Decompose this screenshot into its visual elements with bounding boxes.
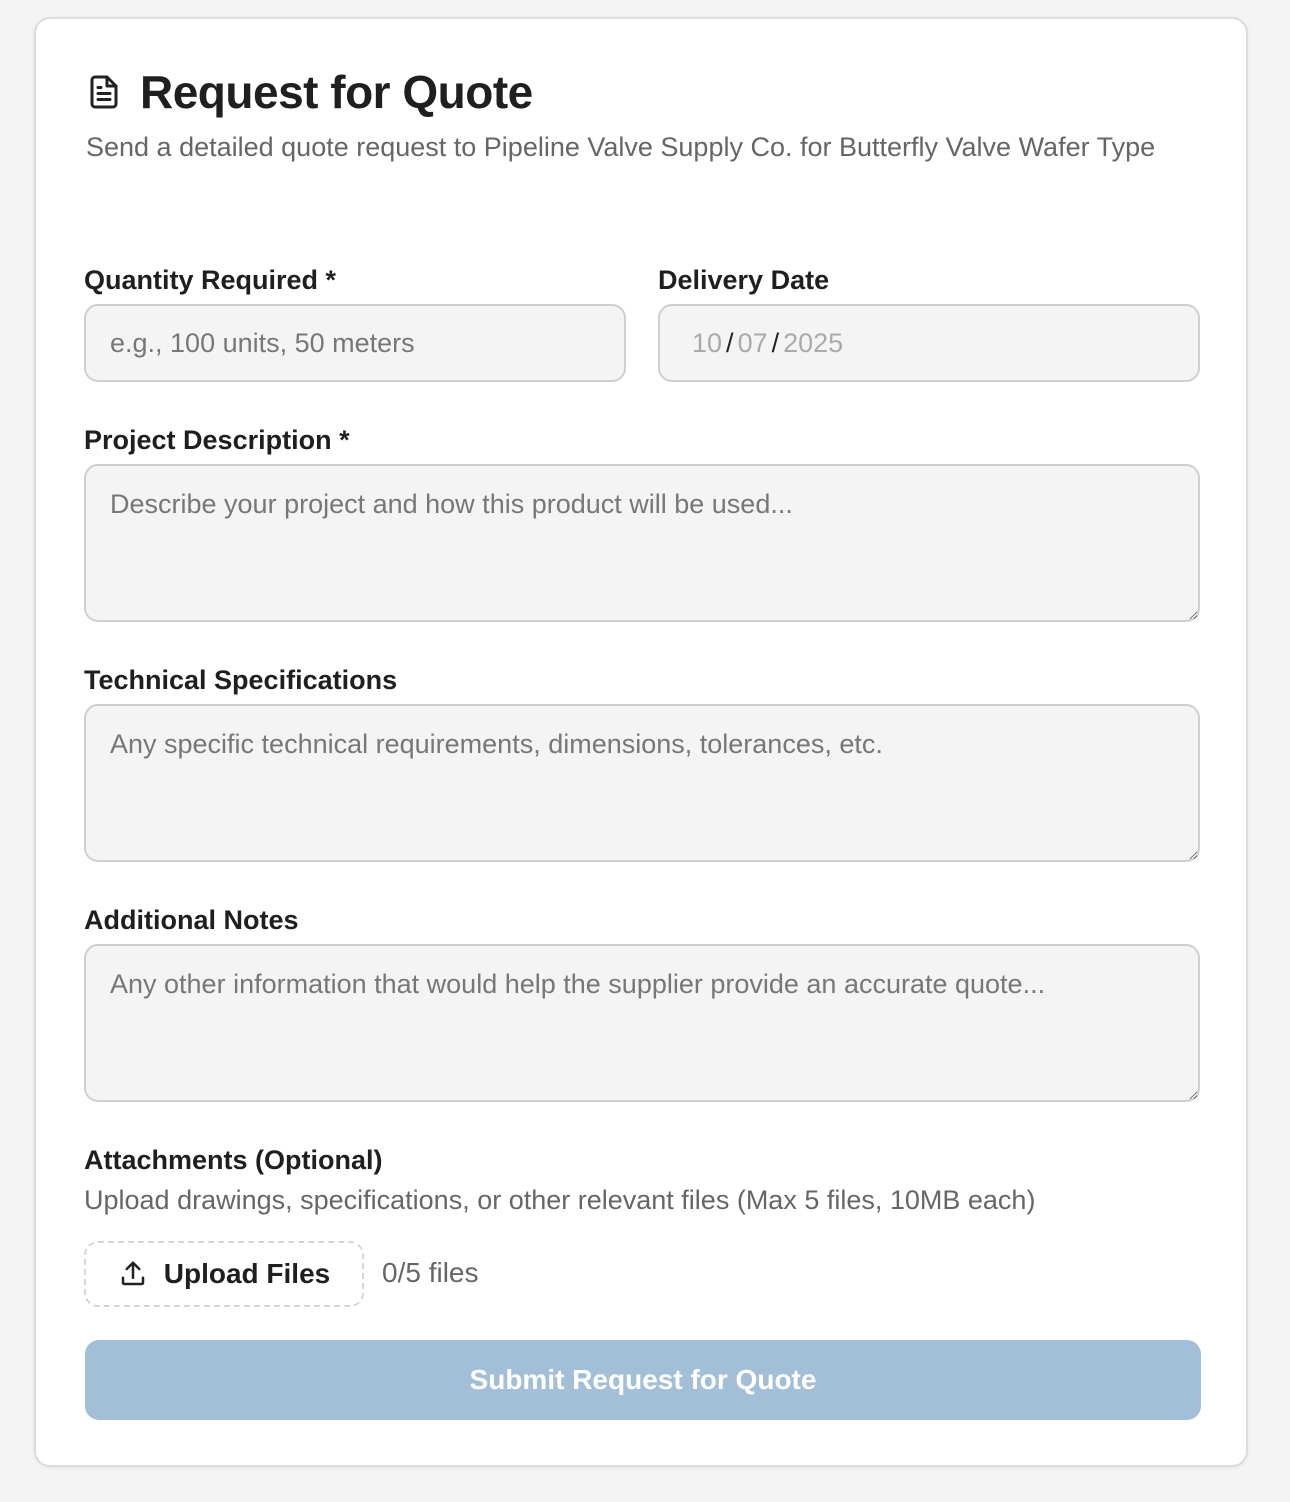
project-description-textarea[interactable]	[84, 464, 1200, 622]
rfq-card	[34, 17, 1248, 1467]
quantity-input[interactable]	[84, 304, 626, 382]
page-title	[86, 65, 533, 119]
technical-specs-label: Technical Specifications	[84, 665, 398, 695]
upload-files-label: Upload Files	[163, 1258, 331, 1289]
upload-files-button[interactable]	[84, 1241, 364, 1307]
project-description-label: Project Description *	[84, 425, 350, 455]
quantity-label: Quantity Required *	[84, 265, 337, 295]
date-month[interactable]: 10	[692, 327, 723, 358]
file-count: 0/5 files	[382, 1257, 479, 1288]
date-separator: /	[726, 327, 734, 358]
additional-notes-textarea[interactable]	[84, 944, 1200, 1102]
date-day[interactable]: 07	[737, 327, 768, 358]
technical-specs-textarea[interactable]	[84, 704, 1200, 862]
delivery-date-input[interactable]	[658, 304, 1200, 382]
delivery-date-label: Delivery Date	[658, 265, 830, 295]
date-separator: /	[771, 327, 780, 358]
upload-icon	[118, 1259, 148, 1289]
additional-notes-label: Additional Notes	[84, 905, 299, 935]
date-year[interactable]: 2025	[783, 327, 844, 358]
document-icon	[86, 72, 122, 112]
title-text: Request for Quote	[140, 66, 533, 118]
subtitle: Send a detailed quote request to Pipeline Valve Supply Co. for Butterfly Valve Wafer Type	[86, 132, 1156, 162]
submit-button[interactable]: Submit Request for Quote	[85, 1340, 1201, 1420]
attachments-hint: Upload drawings, specifications, or other relevant files (Max 5 files, 10MB each)	[84, 1185, 1036, 1215]
attachments-label: Attachments (Optional)	[84, 1145, 383, 1175]
